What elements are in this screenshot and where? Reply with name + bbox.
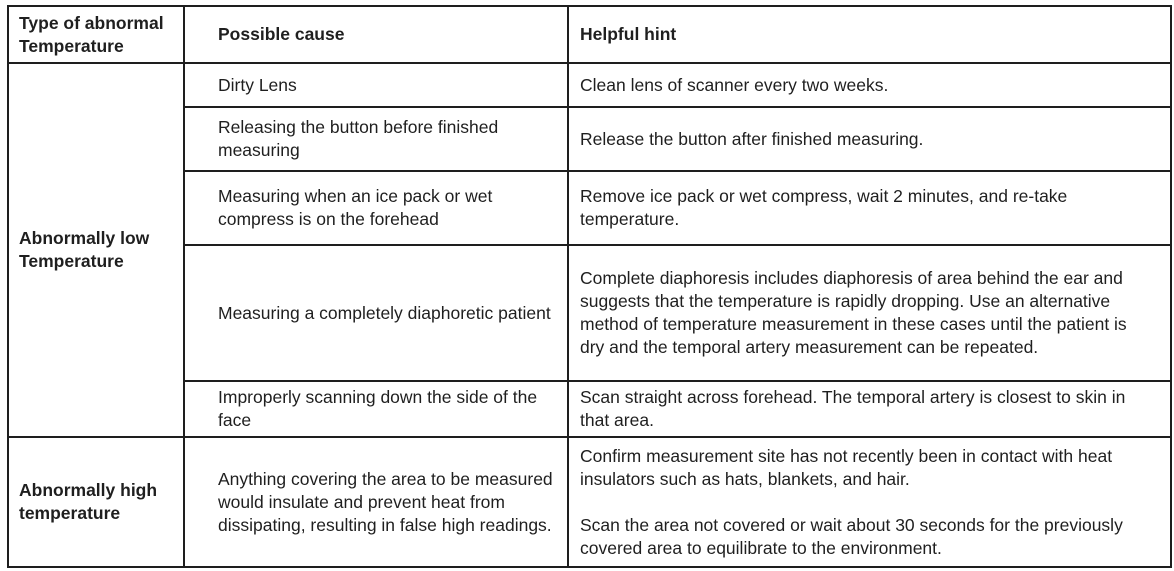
type-cell-low: Abnormally low Temperature [8,63,184,437]
cause-cell: Releasing the button before finished measuring [184,107,568,171]
type-cell-high: Abnormally high temperature [8,437,184,567]
hint-cell: Complete diaphoresis includes diaphoresis of area behind the ear and suggests that the temperature is rapidly dropping. Use an alternative method of temperature measurement in these cases until the patient is dry and the temporal artery measurement can be repeated. [568,245,1171,381]
header-row [8,6,1171,63]
cause-cell: Measuring when an ice pack or wet compress is on the forehead [184,171,568,245]
table-row [8,63,1171,107]
header-type: Type of abnormal Temperature [8,6,184,63]
cause-cell: Anything covering the area to be measured would insulate and prevent heat from dissipating, resulting in false high readings. [184,437,568,567]
header-cause: Possible cause [184,6,568,63]
hint-part: Confirm measurement site has not recently been in contact with heat insulators such as hats, blankets, and hair. [580,445,1113,489]
troubleshooting-table [7,5,1172,568]
hint-cell: Release the button after finished measuring. [568,107,1171,171]
cause-cell: Improperly scanning down the side of the face [184,381,568,437]
table-row [8,437,1171,567]
hint-cell: Scan straight across forehead. The temporal artery is closest to skin in that area. [568,381,1171,437]
hint-cell: Remove ice pack or wet compress, wait 2 minutes, and re-take temperature. [568,171,1171,245]
header-hint: Helpful hint [568,6,1171,63]
hint-cell: Clean lens of scanner every two weeks. [568,63,1171,107]
hint-cell [568,437,1171,567]
cause-cell: Measuring a completely diaphoretic patient [184,245,568,381]
cause-cell: Dirty Lens [184,63,568,107]
hint-part: Scan the area not covered or wait about 30 seconds for the previously covered area to equilibrate to the environment. [580,514,1123,558]
